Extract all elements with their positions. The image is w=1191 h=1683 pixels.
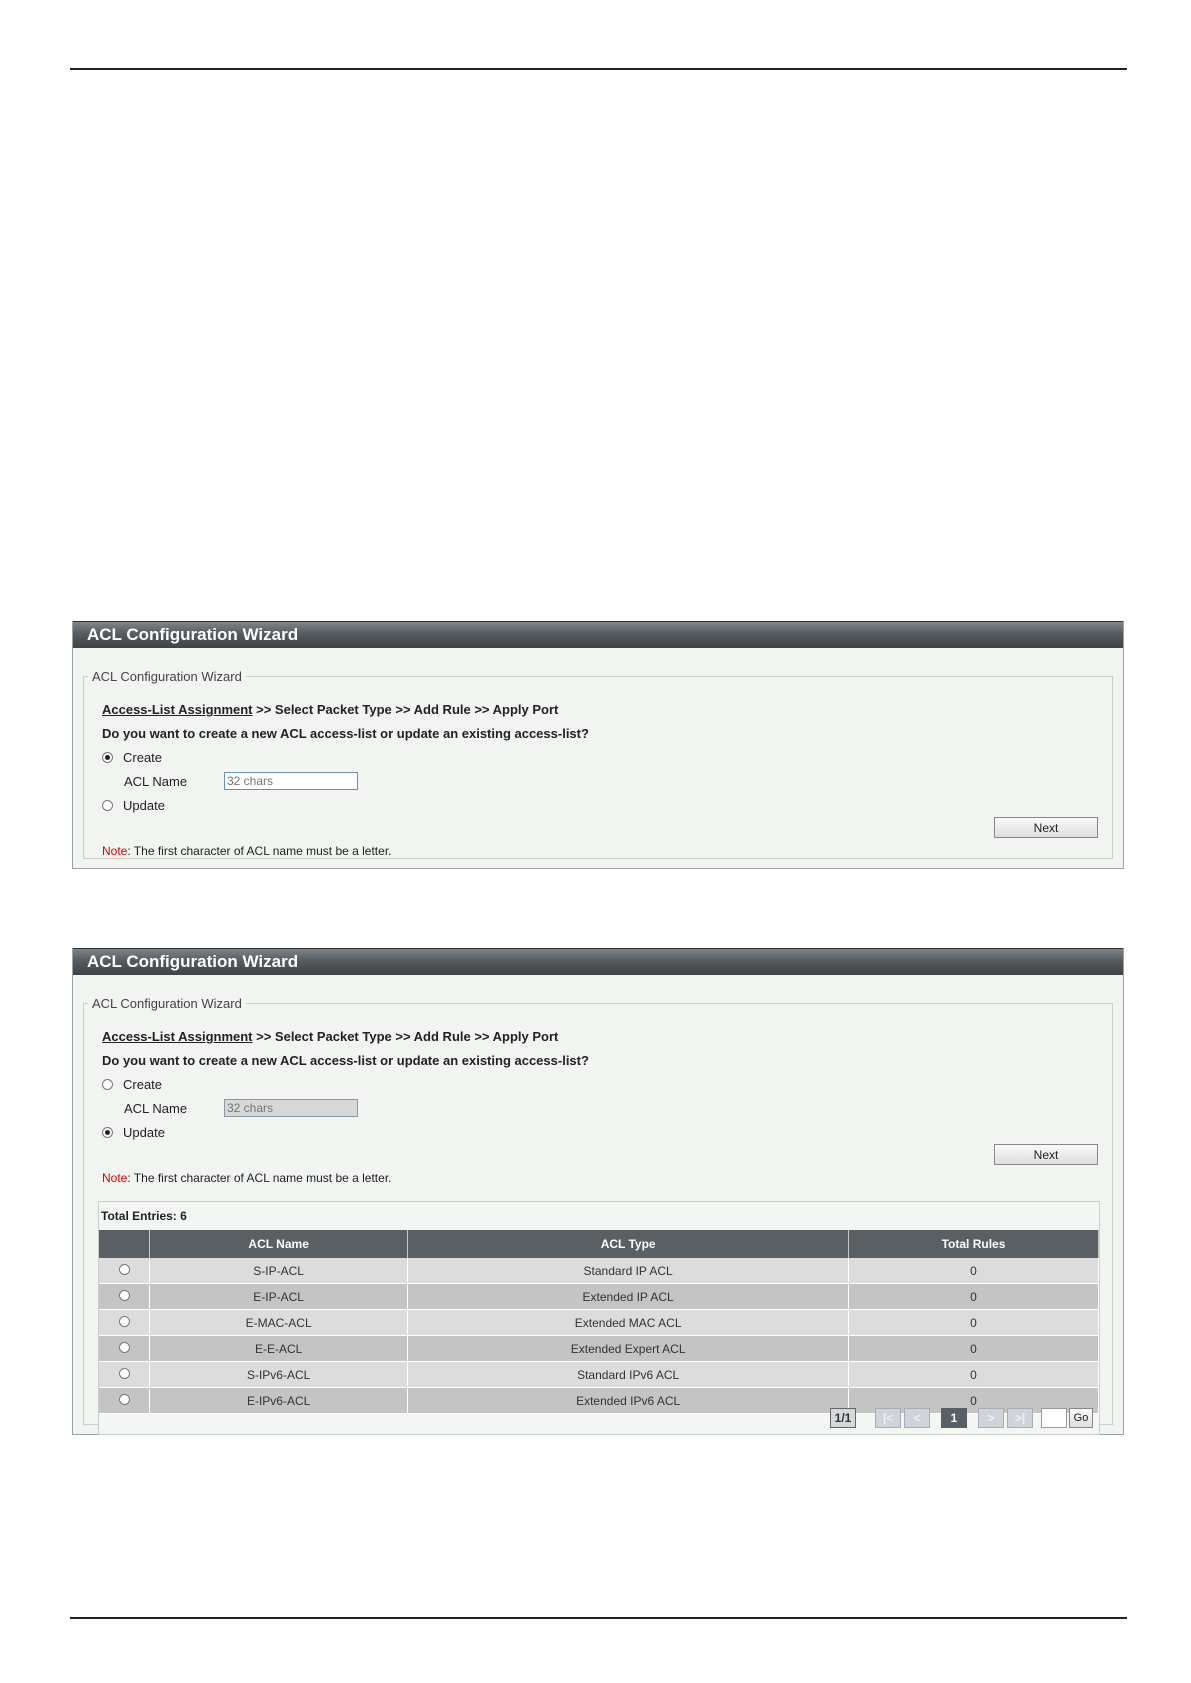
next-button[interactable]: Next: [994, 1144, 1098, 1165]
note-text: : The first character of ACL name must be a letter.: [127, 1171, 392, 1185]
update-option[interactable]: [102, 798, 165, 813]
prev-page-button[interactable]: <: [904, 1408, 930, 1428]
cell-total-rules: 0: [848, 1336, 1098, 1362]
breadcrumb: [102, 702, 558, 717]
row-select-radio[interactable]: [119, 1368, 130, 1379]
cell-acl-name: E-MAC-ACL: [150, 1310, 408, 1336]
breadcrumb-rest: >> Select Packet Type >> Add Rule >> Apply Port: [252, 702, 559, 717]
row-select-radio[interactable]: [119, 1342, 130, 1353]
bottom-rule: [70, 1617, 1127, 1619]
pagination: [827, 1407, 1093, 1429]
update-label: Update: [123, 798, 165, 813]
cell-acl-name: S-IP-ACL: [150, 1258, 408, 1284]
wizard-question: Do you want to create a new ACL access-list or update an existing access-list?: [102, 1053, 589, 1068]
fieldset-legend: ACL Configuration Wizard: [92, 996, 242, 1011]
cell-acl-name: E-IPv6-ACL: [150, 1388, 408, 1414]
update-option[interactable]: [102, 1125, 165, 1140]
cell-total-rules: 0: [848, 1284, 1098, 1310]
create-option[interactable]: [102, 1077, 162, 1092]
cell-total-rules: 0: [848, 1310, 1098, 1336]
current-page-button[interactable]: 1: [941, 1408, 967, 1428]
total-entries: Total Entries: 6: [101, 1209, 187, 1223]
col-header-select: [99, 1230, 150, 1258]
row-select-radio[interactable]: [119, 1316, 130, 1327]
cell-acl-type: Standard IP ACL: [408, 1258, 849, 1284]
row-select-radio[interactable]: [119, 1394, 130, 1405]
acl-table: [99, 1230, 1099, 1414]
next-page-button[interactable]: >: [978, 1408, 1004, 1428]
table-row: [99, 1362, 1099, 1388]
breadcrumb-link-access-list-assignment[interactable]: Access-List Assignment: [102, 702, 253, 717]
cell-acl-type: Standard IPv6 ACL: [408, 1362, 849, 1388]
row-select-radio[interactable]: [119, 1290, 130, 1301]
col-header-acl-type: ACL Type: [408, 1230, 849, 1258]
update-radio[interactable]: [102, 800, 113, 811]
note: [102, 1171, 391, 1185]
acl-name-label: ACL Name: [124, 774, 188, 789]
acl-wizard-panel-create: [72, 621, 1124, 869]
note-text: : The first character of ACL name must be a letter.: [127, 844, 392, 858]
cell-acl-type: Extended Expert ACL: [408, 1336, 849, 1362]
fieldset-legend: ACL Configuration Wizard: [92, 669, 242, 684]
page-count: 1/1: [830, 1408, 856, 1428]
last-page-button[interactable]: >|: [1007, 1408, 1033, 1428]
table-row: [99, 1310, 1099, 1336]
create-radio[interactable]: [102, 1079, 113, 1090]
cell-acl-name: S-IPv6-ACL: [150, 1362, 408, 1388]
panel-header-title: ACL Configuration Wizard: [73, 621, 1123, 648]
breadcrumb-link-access-list-assignment[interactable]: Access-List Assignment: [102, 1029, 253, 1044]
breadcrumb-rest: >> Select Packet Type >> Add Rule >> Apply Port: [252, 1029, 559, 1044]
create-option[interactable]: [102, 750, 162, 765]
breadcrumb: [102, 1029, 558, 1044]
cell-acl-name: E-IP-ACL: [150, 1284, 408, 1310]
acl-entries-box: [98, 1201, 1100, 1435]
note-label: Note: [102, 844, 128, 858]
col-header-total-rules: Total Rules: [848, 1230, 1098, 1258]
first-page-button[interactable]: |<: [875, 1408, 901, 1428]
table-row: [99, 1284, 1099, 1310]
cell-total-rules: 0: [848, 1362, 1098, 1388]
top-rule: [70, 68, 1127, 70]
acl-wizard-panel-update: [72, 948, 1124, 1435]
col-header-acl-name: ACL Name: [150, 1230, 408, 1258]
table-row: [99, 1336, 1099, 1362]
wizard-question: Do you want to create a new ACL access-list or update an existing access-list?: [102, 726, 589, 741]
cell-total-rules: 0: [848, 1258, 1098, 1284]
next-button[interactable]: Next: [994, 817, 1098, 838]
update-radio[interactable]: [102, 1127, 113, 1138]
row-select-radio[interactable]: [119, 1264, 130, 1275]
create-label: Create: [123, 1077, 163, 1092]
acl-name-input: [224, 1099, 358, 1117]
table-row: [99, 1258, 1099, 1284]
note-label: Note: [102, 1171, 128, 1185]
acl-name-label: ACL Name: [124, 1101, 188, 1116]
create-label: Create: [123, 750, 163, 765]
cell-acl-name: E-E-ACL: [150, 1336, 408, 1362]
page-number-input[interactable]: [1041, 1408, 1067, 1428]
cell-acl-type: Extended IPv6 ACL: [408, 1388, 849, 1414]
note: [102, 844, 391, 858]
update-label: Update: [123, 1125, 165, 1140]
acl-name-input[interactable]: [224, 772, 358, 790]
cell-acl-type: Extended MAC ACL: [408, 1310, 849, 1336]
go-button[interactable]: Go: [1069, 1408, 1093, 1428]
cell-total-rules: 0: [848, 1388, 1098, 1414]
wizard-fieldset: [83, 669, 1113, 859]
create-radio[interactable]: [102, 752, 113, 763]
wizard-fieldset: [83, 996, 1113, 1425]
panel-header-title: ACL Configuration Wizard: [73, 948, 1123, 975]
cell-acl-type: Extended IP ACL: [408, 1284, 849, 1310]
